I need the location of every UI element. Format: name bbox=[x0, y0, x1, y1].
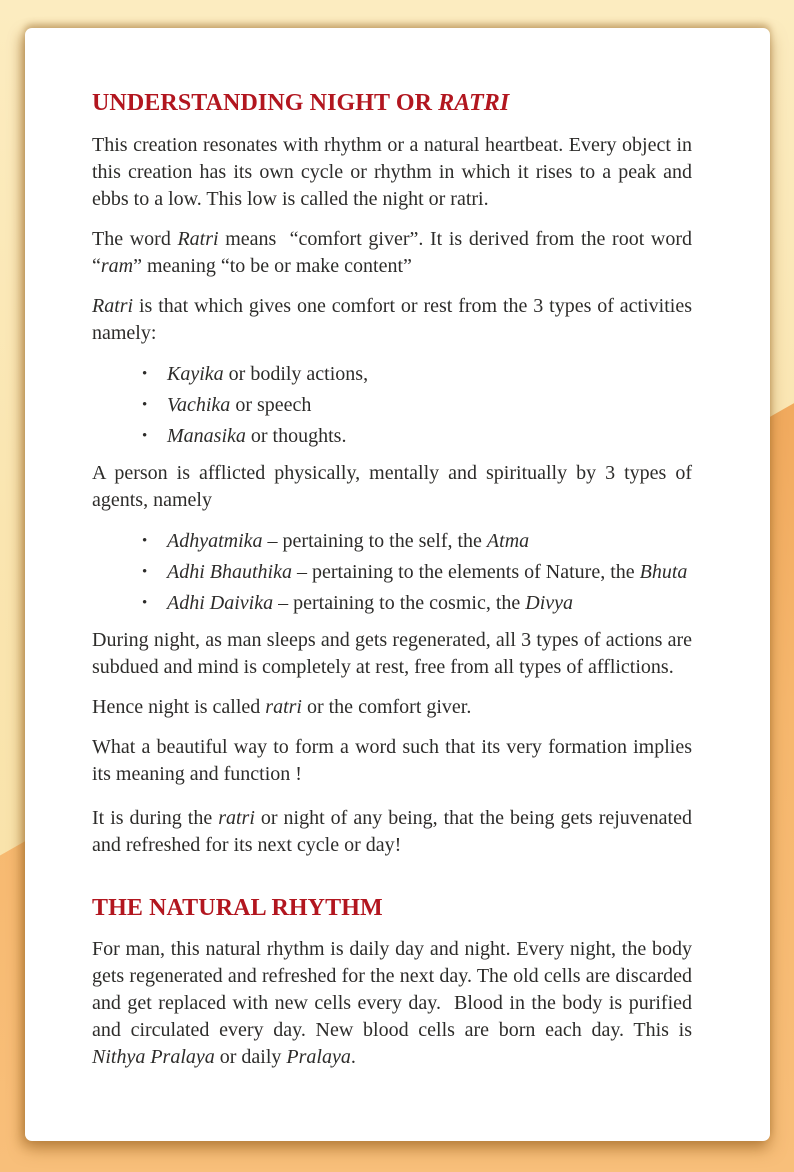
paragraph bbox=[92, 936, 692, 1071]
text-run-italic: Kayika bbox=[167, 362, 224, 385]
list-item bbox=[92, 527, 692, 555]
bullet-icon: • bbox=[142, 594, 148, 611]
text-run: or daily bbox=[214, 1046, 287, 1069]
text-run-italic: Ratri bbox=[177, 227, 219, 250]
text-run: ” meaning “to be or make content” bbox=[133, 254, 412, 277]
text-run-italic: ram bbox=[100, 254, 134, 277]
paragraph bbox=[92, 460, 692, 514]
text-run-italic: ratri bbox=[265, 695, 302, 718]
list-item bbox=[92, 391, 692, 419]
text-run-italic: Vachika bbox=[167, 393, 231, 416]
text-run: or bodily actions, bbox=[223, 362, 369, 385]
bullet-list bbox=[92, 360, 692, 450]
text-run: What a beautiful way to form a word such that its very formation implies its meaning and function ! bbox=[92, 735, 692, 785]
list-item bbox=[92, 589, 692, 617]
text-run-italic: Manasika bbox=[167, 424, 246, 447]
text-run: – pertaining to the cosmic, the bbox=[273, 591, 526, 614]
paragraph bbox=[92, 627, 692, 681]
text-run: This creation resonates with rhythm or a natural heartbeat. Every object in this creation has its own cycle or rhythm in which it rises to a peak and ebbs to a low. This low is called the night or ratri. bbox=[92, 133, 692, 210]
list-item bbox=[92, 360, 692, 388]
list-item bbox=[92, 422, 692, 450]
text-run: The word bbox=[92, 227, 178, 250]
text-run-italic: RATRI bbox=[438, 90, 510, 116]
paragraph bbox=[92, 734, 692, 788]
text-run: – pertaining to the self, the bbox=[262, 529, 487, 552]
text-run: During night, as man sleeps and gets regenerated, all 3 types of actions are subdued and mind is completely at rest, free from all types of afflictions. bbox=[92, 628, 692, 678]
text-run: . bbox=[350, 1046, 356, 1069]
text-run: A person is afflicted physically, mentally and spiritually by 3 types of agents, namely bbox=[92, 461, 692, 511]
text-run-italic: Atma bbox=[486, 529, 530, 552]
paragraph bbox=[92, 226, 692, 280]
bullet-icon: • bbox=[142, 532, 148, 549]
text-run-italic: Divya bbox=[525, 591, 574, 614]
text-run: Hence night is called bbox=[92, 695, 266, 718]
text-run-italic: Nithya Pralaya bbox=[92, 1046, 215, 1069]
bullet-icon: • bbox=[142, 563, 148, 580]
page-content bbox=[92, 90, 692, 1071]
text-run-italic: Adhi Bhauthika bbox=[167, 560, 292, 583]
text-run: It is during the bbox=[92, 806, 219, 829]
bullet-icon: • bbox=[142, 396, 148, 413]
text-run: – pertaining to the elements of Nature, the bbox=[291, 560, 640, 583]
paragraph bbox=[92, 132, 692, 213]
text-run: or night of any being, that the being gets rejuvenated and refreshed for its next cycle or day! bbox=[92, 806, 692, 856]
list-item bbox=[92, 558, 692, 586]
text-run-italic: Adhyatmika bbox=[167, 529, 263, 552]
text-run: is that which gives one comfort or rest from the 3 types of activities namely: bbox=[92, 294, 692, 344]
text-run-italic: ratri bbox=[218, 806, 255, 829]
text-run: means “comfort giver”. It is derived from the root word “ bbox=[92, 227, 692, 277]
text-run: or thoughts. bbox=[245, 424, 347, 447]
section-heading-understanding-night bbox=[92, 90, 692, 118]
paragraph bbox=[92, 694, 692, 721]
text-run-italic: Bhuta bbox=[639, 560, 688, 583]
text-run-italic: Pralaya bbox=[286, 1046, 351, 1069]
text-run: or the comfort giver. bbox=[301, 695, 472, 718]
bullet-icon: • bbox=[142, 365, 148, 382]
text-run-italic: Ratri bbox=[92, 294, 134, 317]
bullet-list bbox=[92, 527, 692, 617]
bullet-icon: • bbox=[142, 427, 148, 444]
text-run: THE NATURAL RHYTHM bbox=[92, 894, 383, 921]
paragraph bbox=[92, 805, 692, 859]
text-run-italic: Adhi Daivika bbox=[167, 591, 274, 614]
document-page bbox=[25, 28, 770, 1141]
text-run: or speech bbox=[230, 393, 312, 416]
text-run: UNDERSTANDING NIGHT OR bbox=[92, 90, 439, 116]
text-run: For man, this natural rhythm is daily day and night. Every night, the body gets regenerated and refreshed for the next day. The old cells are discarded and get replaced with new cells every day. Blood in the body is purified and circulated every day. New blood cells are born each day. This is bbox=[92, 938, 692, 1042]
section-heading-natural-rhythm bbox=[92, 895, 692, 923]
paragraph bbox=[92, 293, 692, 347]
